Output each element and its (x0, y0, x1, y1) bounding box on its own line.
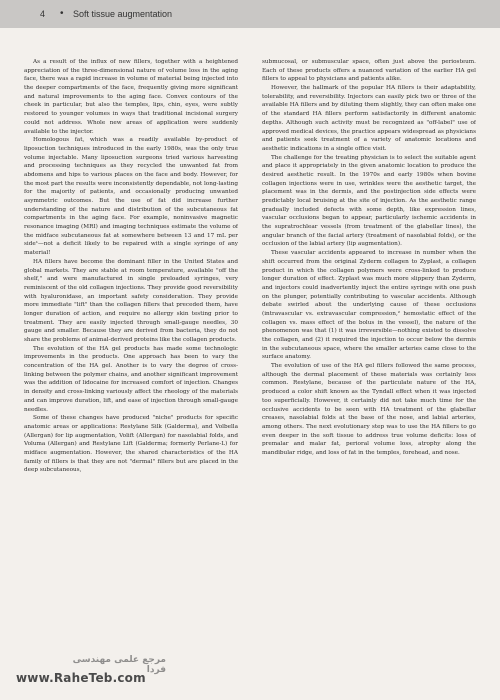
paragraph: These vascular accidents appeared to increase in number when the shift occurred from the original Zyderm collagen to Zyplast, a collagen product in which the collagen polymers were cross-linked to produce longer duration of effect. Zyplast was much more slippery than Zyderm, and injectors could inadvertently inject the entire syringe with one push on the plunger, potentially contributing to vascular accidents. Although debate swirled about the underlying cause of these occlusions (intravascular vs. extravascular compression,² hemostatic effect of the collagen vs. mass effect of the bolus in the vessel), the nature of the phenomenon was that (1) it was irreversible—nothing existed to dissolve the collagen, and (2) it required the injection to occur below the dermis in the subcutaneous space, where the smaller arteries came close to the surface anatomy. (262, 250, 476, 361)
right-column (262, 58, 476, 690)
left-column (24, 58, 238, 690)
paragraph: The challenge for the treating physician is to select the suitable agent and place it appropriately in the given anatomic location to produce the desired aesthetic result. In the 1970s and early 1980s when bovine collagen injections were in use, wrinkles were the aesthetic target, the placement was in the dermis, and the postinjection side effects were predictably local bruising at the site of injection. As the aesthetic range gradually included defects with some depth, like expression lines, vascular occlusions began to appear, particularly ischemic accidents in the supratrochlear vessels (from treatment of the glabellar lines), the angular branch of the facial artery (treatment of nasolabial folds), or the occlusion of the labial artery (lip augmentation). (262, 154, 476, 248)
running-header (0, 0, 500, 28)
chapter-title: Soft tissue augmentation (73, 9, 173, 19)
paragraph: The evolution of use of the HA gel fillers followed the same process, although the dermal placement of these materials was certainly less common. Restylane, because of the particulate nature of the HA, produced a color shift known as the Tyndall effect when it was injected too superficially. However, it certainly did not take much time for the occlusive accidents to be seen with HA treatment of the glabellar creases, nasolabial folds at the base of the nose, and labial arteries, among others. The next evolutionary step was to use the HA fillers to go even deeper in the soft tissue to address true volume deficits: loss of premalar and malar fat, perioral volume loss, atrophy along the mandibular ridge, and loss of fat in the temples, forehead, and nose. (262, 363, 476, 456)
paragraph: submucosal, or submuscular space, often just above the periosteum. Each of these products offers a nuanced variation of the earlier HA gel fillers to appeal to physicians and patients alike. (262, 59, 476, 83)
paragraph: However, the hallmark of the popular HA fillers is their adaptability, tolerability, and reversibility. Injectors can easily pick two or three of the available HA fillers and by diluting them slightly, they can often make one of the standard HA fillers perform satisfactorily in different anatomic depths. Although such activity must be recognized as "off-label" use of approved medical devices, the practice appears widespread as physicians and patients seek treatment of a variety of anatomic locations and aesthetic indications in a single office visit. (262, 85, 476, 152)
paragraph: The evolution of the HA gel products has made some technologic improvements in the products. One approach has been to vary the concentration of the HA gel. Another is to vary the degree of cross-linking between the polymer chains, and another significant improvement was the addition of lidocaine for increased comfort of injection. Changes in density and cross-linking variously affect the rheology of the materials and can improve duration, lift, and ease of injection through small-gauge needles. (24, 345, 238, 413)
paragraph: As a result of the influx of new fillers, together with a heightened appreciation of the three-dimensional nature of volume loss in the aging face, there was a rapid increase in volume of material being injected into the deeper compartments of the face, frequently giving more significant and natural improvements to the aging face. Convex contours of the cheek in particular, but also the temples, lips, chin, eyes, were subtly restored to younger volumes in ways that traditional incisional surgery could not address. Whole new areas of application were suddenly available to the injector. (24, 59, 238, 135)
site-watermark (16, 655, 166, 693)
watermark-url: www.RaheTeb.com (16, 671, 146, 685)
page-number: 4 (40, 9, 46, 19)
page-body (24, 58, 476, 690)
header-bullet: • (60, 8, 64, 19)
paragraph: HA fillers have become the dominant filler in the United States and global markets. They are stable at room temperature, available "off the shelf," and were manufactured in single preloaded syringes, very reminiscent of the old collagen injections. They provide good reversibility with hyaluronidase, an important safety consideration. They provide more immediate "lift" than the collagen fillers that preceded them, have longer duration of action, and require no allergy skin testing prior to treatment. They are easily injected through small-gauge needles, 30 gauge and smaller. Because they are derived from bacteria, they do not share the problems of animal-derived proteins like the collagen products. (24, 258, 238, 343)
paragraph: Homologous fat, which was a readily available by-product of liposuction techniques introduced in the early 1980s, was the only true volume injectable. Many liposuction surgeons tried various harvesting and processing techniques as they recycled the unwanted fat from abdomens and hips to various places on the face and body. However, for the most part the results were inconsistently dependable, not long-lasting for the majority of patients, and occasionally producing unwanted asymmetric outcomes. But the use of fat did increase further understanding of the nature and distribution of the subcutaneous fat compartments in the aging face. For example, noninvasive magnetic resonance imaging (MRI) and imaging techniques estimate the volume of the midface subcutaneous fat at somewhere between 13 and 17 mL per side¹—not a deficit likely to be repaired with a single syringe of any material! (24, 137, 238, 257)
watermark-arabic-text: مرجع علمی مهندسی فردا (72, 655, 166, 675)
paragraph: Some of these changes have produced "niche" products for specific anatomic areas or applications: Restylane Silk (Galderma), and Volbella (Allergan) for lip augmentation, Volift (Allergan) for nasolabial folds, and Voluma (Allergan) and Restylane Lift (Galderma; formerly Perlane-L) for midface augmentation. However, the shared characteristics of the HA family of fillers is that they are not "dermal" fillers but are placed in the deep subcutaneous, (24, 415, 238, 474)
